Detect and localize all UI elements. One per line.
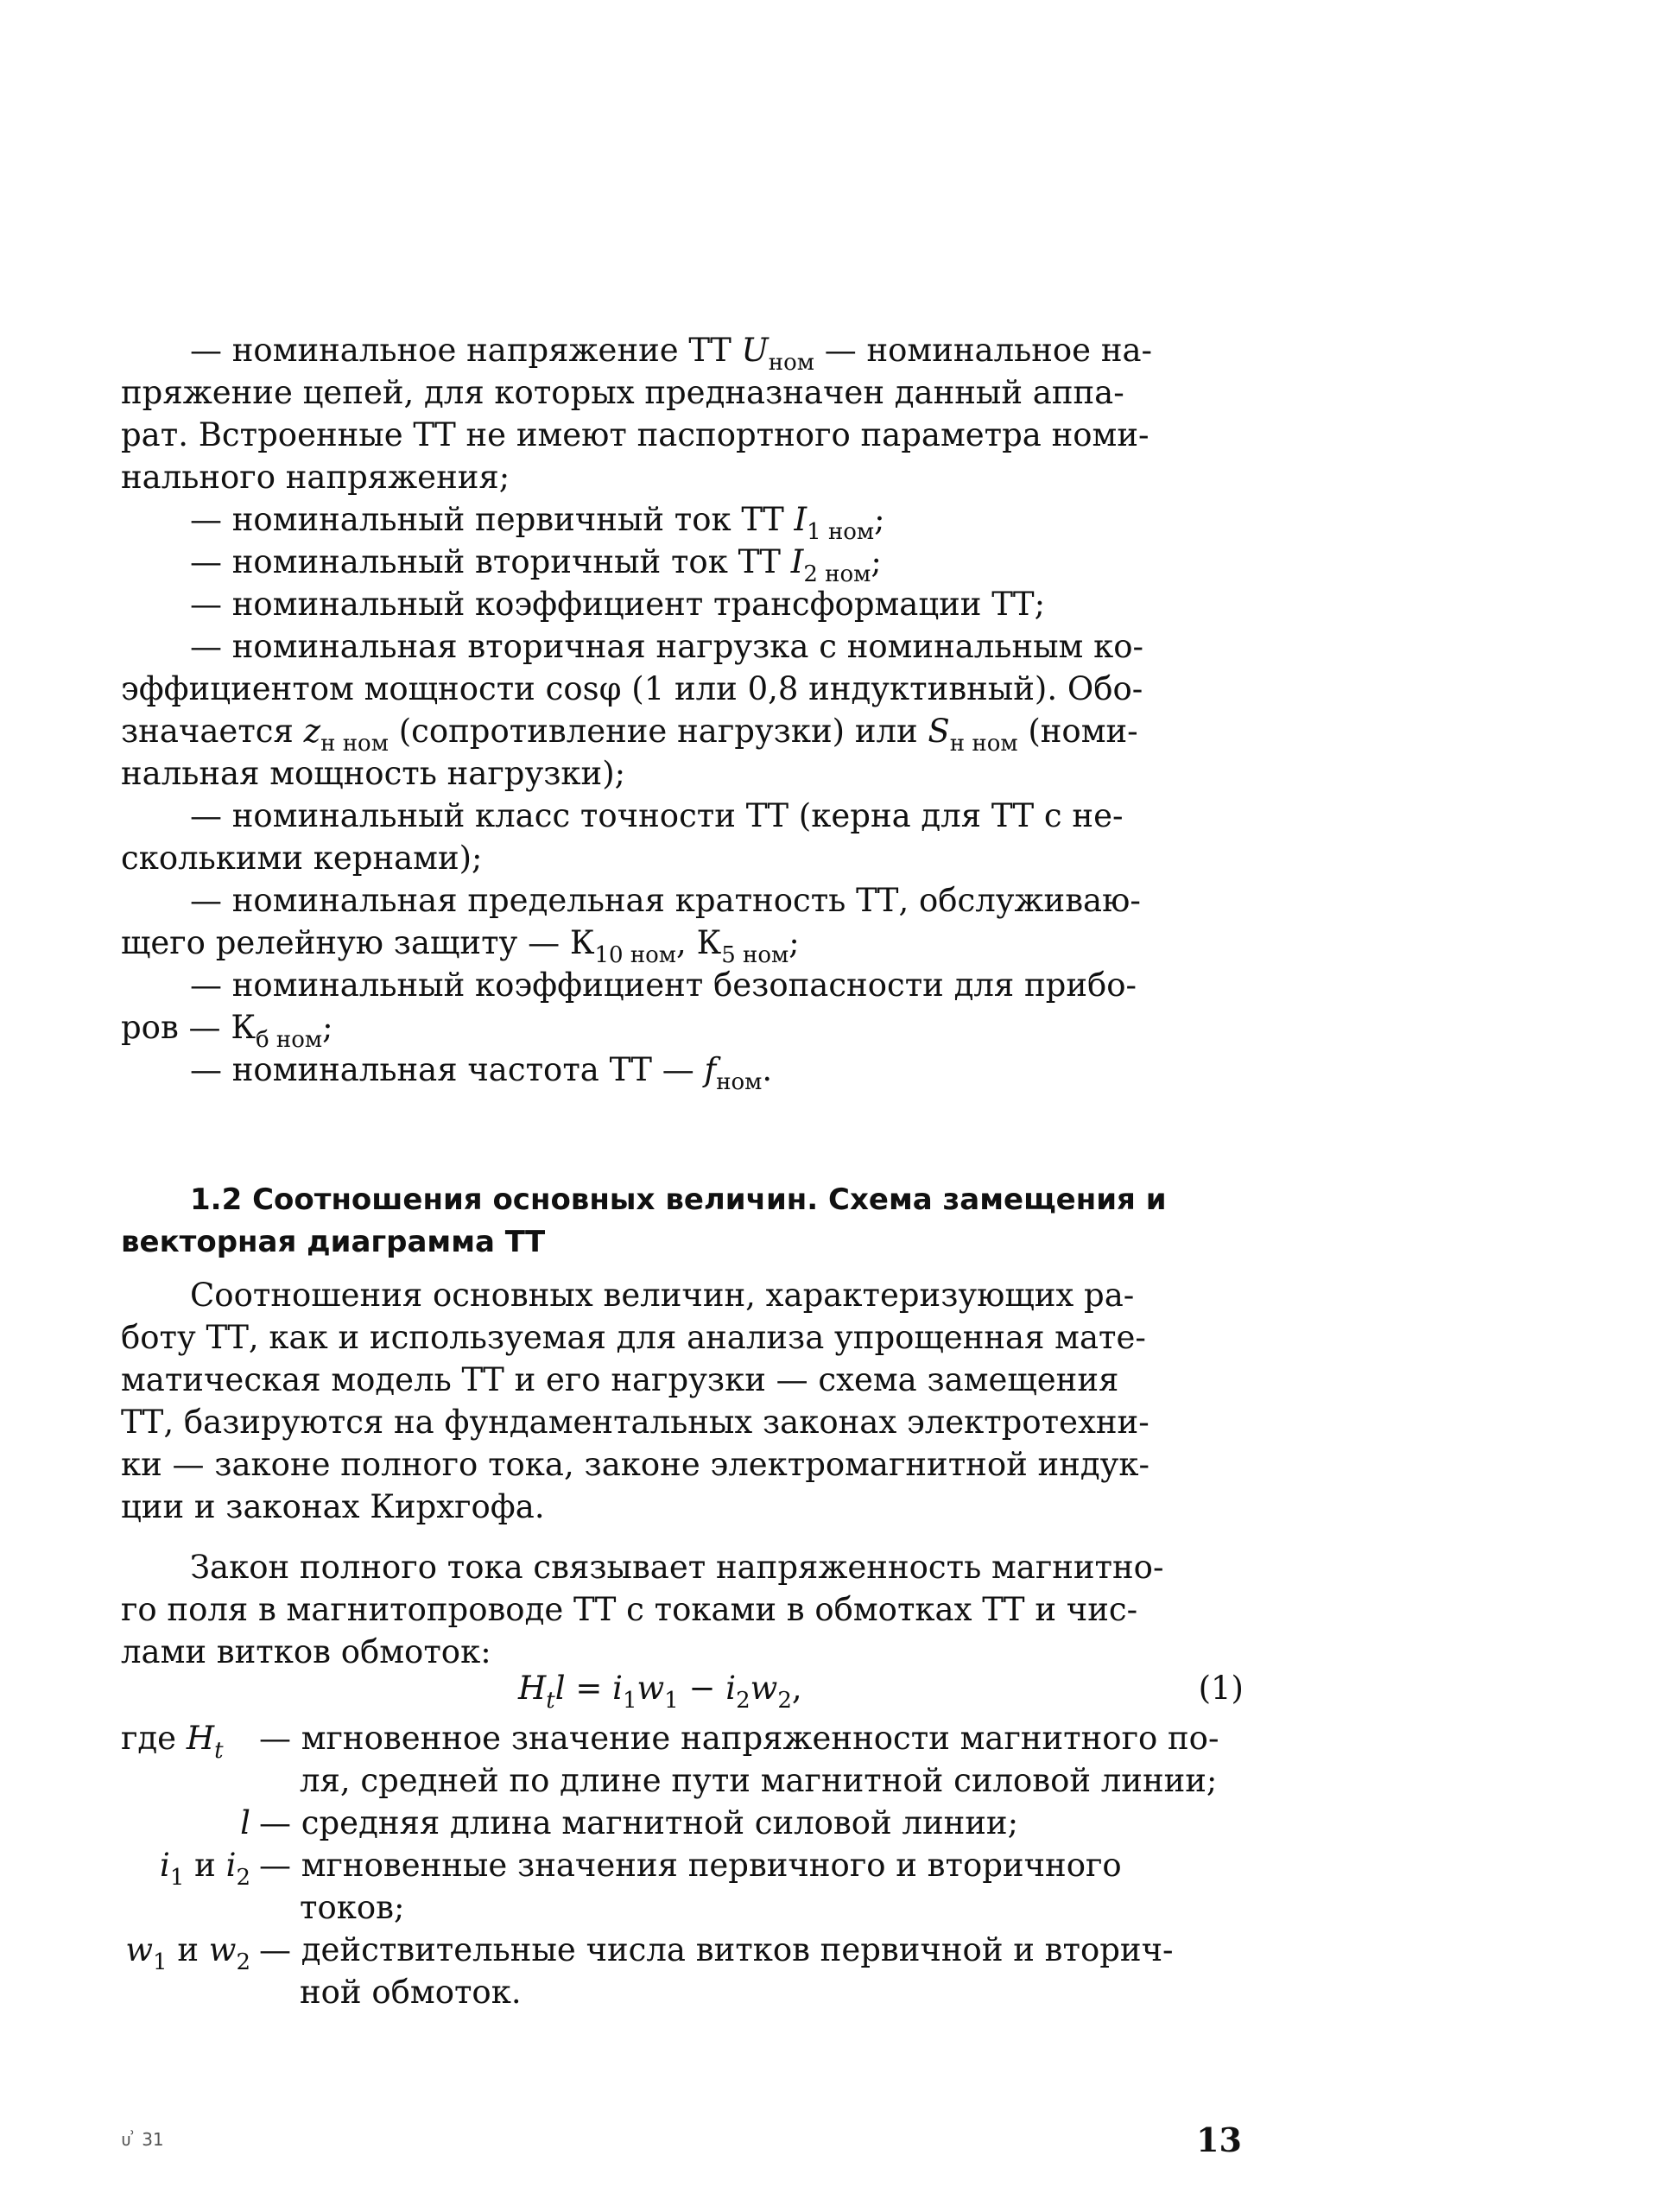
- footer-mark: ᴜ ͗ 31: [121, 2129, 164, 2150]
- list-item: — номинальная предельная кратность ТТ, обслуживаю-: [190, 882, 1141, 919]
- paragraph-line: Закон полного тока связывает напряженность магнитно-: [190, 1549, 1164, 1586]
- list-item-continuation: нальная мощность нагрузки);: [121, 755, 626, 792]
- paragraph-line: матическая модель ТТ и его нагрузки — схема замещения: [121, 1361, 1119, 1398]
- definition-list: [121, 1717, 1244, 2013]
- list-item: — номинальный класс точности ТТ (керна для ТТ с не-: [190, 797, 1124, 834]
- list-item: — номинальное напряжение ТТ $U_{ном}$ — номинальное на-: [190, 332, 1153, 376]
- equation-number: (1): [1198, 1670, 1244, 1707]
- definition-description: — средняя длина магнитной силовой линии;: [259, 1804, 1019, 1841]
- definition-description: — действительные числа витков первичной и вторич- ной обмоток.: [259, 1931, 1174, 2011]
- list-item-continuation: пряжение цепей, для которых предназначен данный аппа-: [121, 374, 1124, 411]
- list-item-continuation: значается $z_{н ном}$ (сопротивление нагрузки) или $S_{н ном}$ (номи-: [121, 713, 1138, 757]
- page-number: 13: [1196, 2120, 1242, 2159]
- paragraph-line: ТТ, базируются на фундаментальных законах электротехни-: [121, 1404, 1150, 1441]
- equation-expression: $H_tl = i_1w_1 - i_2w_2$,: [518, 1670, 802, 1714]
- definition-term: $i_1$ и $i_2$: [160, 1847, 250, 1891]
- list-item: — номинальный коэффициент безопасности для прибо-: [190, 967, 1137, 1004]
- list-item-continuation: рат. Встроенные ТТ не имеют паспортного параметра номи-: [121, 416, 1150, 453]
- list-item: — номинальная вторичная нагрузка с номинальным ко-: [190, 628, 1144, 665]
- list-item-continuation: нального напряжения;: [121, 459, 510, 496]
- section-heading-line: векторная диаграмма ТТ: [121, 1225, 546, 1259]
- list-item: — номинальный коэффициент трансформации ТТ;: [190, 586, 1046, 623]
- paragraph-line: ки — законе полного тока, законе электромагнитной индук-: [121, 1446, 1150, 1483]
- paragraph-line: боту ТТ, как и используемая для анализа упрощенная мате-: [121, 1319, 1146, 1356]
- definition-term: где $H_t$: [121, 1720, 224, 1764]
- paragraph-line: го поля в магнитопроводе ТТ с токами в обмотках ТТ и чис-: [121, 1591, 1138, 1628]
- paragraph-line: лами витков обмоток:: [121, 1633, 491, 1670]
- list-item-continuation: щего релейную защиту — $К_{10 ном}$, $К_{5 ном}$;: [121, 924, 800, 968]
- list-item: — номинальный вторичный ток ТТ $I_{2 ном}$;: [190, 543, 882, 587]
- list-item-continuation: сколькими кернами);: [121, 840, 483, 877]
- paragraph-line: ции и законах Кирхгофа.: [121, 1488, 545, 1525]
- equation: [121, 1670, 1244, 1712]
- paragraph-line: Соотношения основных величин, характеризующих ра-: [190, 1277, 1135, 1314]
- definition-item: [121, 1929, 1244, 2013]
- list-item-continuation: эффициентом мощности cosφ (1 или 0,8 индуктивный). Обо-: [121, 670, 1143, 707]
- definition-item: [121, 1844, 1244, 1929]
- definition-term: $w_1$ и $w_2$: [125, 1931, 250, 1975]
- section-heading: [121, 1179, 1244, 1264]
- definition-description: — мгновенное значение напряженности магнитного по- ля, средней по длине пути магнитной силовой линии;: [259, 1720, 1219, 1799]
- definition-item: [121, 1802, 1244, 1844]
- paragraph: [121, 1274, 1244, 1528]
- list-item: — номинальная частота ТТ — $f_{ном}$.: [190, 1051, 773, 1095]
- list-item: — номинальный первичный ток ТТ $I_{1 ном}$;: [190, 501, 885, 545]
- definition-item: [121, 1717, 1244, 1802]
- list-item-continuation: ров — $К_{б ном}$;: [121, 1009, 333, 1053]
- definition-term: l: [240, 1804, 250, 1841]
- section-heading-line: 1.2 Соотношения основных величин. Схема замещения и: [190, 1182, 1167, 1217]
- definition-description: — мгновенные значения первичного и вторичного токов;: [259, 1847, 1122, 1926]
- parameter-list: [121, 329, 1244, 1095]
- paragraph: [121, 1546, 1244, 1673]
